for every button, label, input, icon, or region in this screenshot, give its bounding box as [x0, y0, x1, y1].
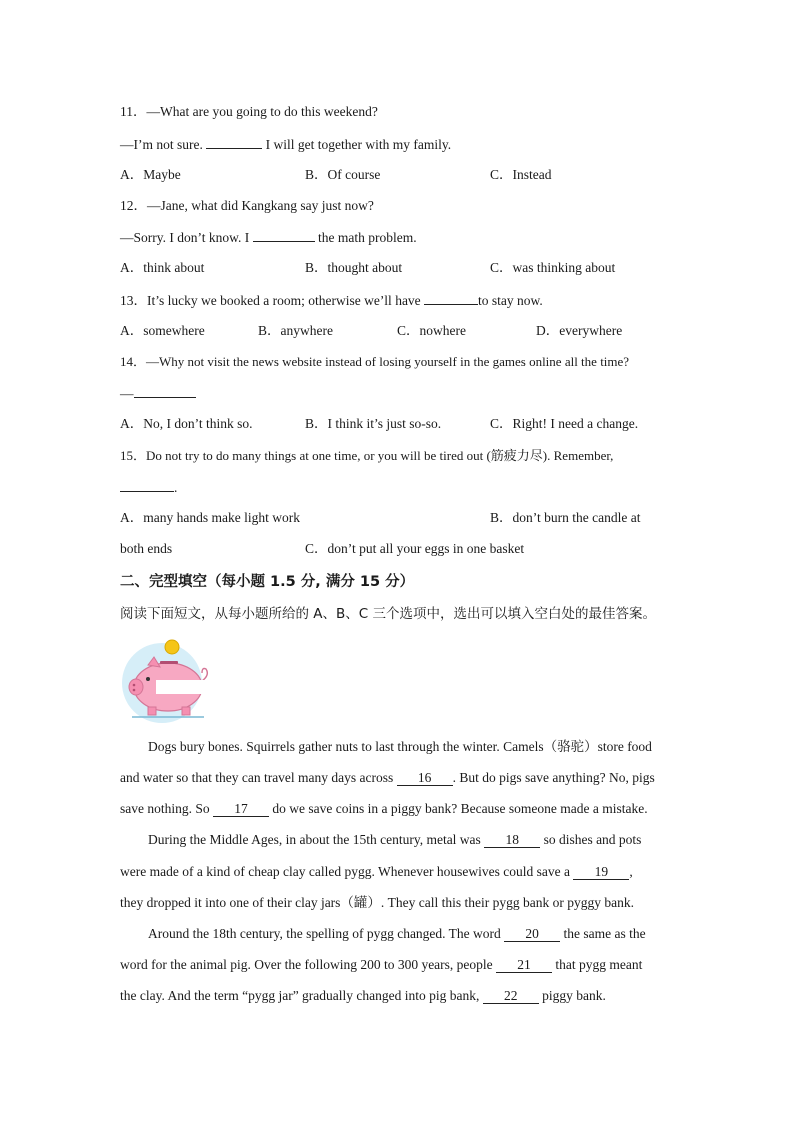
answer-blank	[424, 291, 478, 305]
q12-line2: —Sorry. I don’t know. I the math problem.	[120, 230, 417, 245]
q14-option-c[interactable]: C．Right! I need a change.	[490, 416, 639, 431]
section-heading: 二、完型填空（每小题 1.5 分, 满分 15 分）	[120, 574, 415, 590]
q12-option-a[interactable]: A．think about	[120, 260, 205, 275]
answer-blank	[206, 135, 262, 149]
answer-blank	[253, 228, 315, 242]
passage-p2-line3: they dropped it into one of their clay jars（罐）. They call this their pygg bank or pyggy bank.	[120, 895, 635, 910]
blank-17[interactable]: 17	[213, 801, 269, 817]
q11-stem: 11．—What are you going to do this weekend?	[120, 104, 378, 119]
q12-option-c[interactable]: C．was thinking about	[490, 260, 616, 275]
q11-option-a[interactable]: A．Maybe	[120, 167, 181, 182]
q15-line2: .	[120, 478, 177, 497]
q15-option-c[interactable]: C．don’t put all your eggs in one basket	[305, 541, 525, 556]
blank-20[interactable]: 20	[504, 926, 560, 942]
q13-stem: 13．It’s lucky we booked a room; otherwise we’ll have to stay now.	[120, 293, 543, 308]
q15-option-a[interactable]: A．many hands make light work	[120, 510, 300, 525]
passage-p1-line3: save nothing. So 17 do we save coins in a piggy bank? Because someone made a mistake.	[120, 801, 648, 816]
passage-p1-line2: and water so that they can travel many days across 16 . But do pigs save anything? No, pigs	[120, 770, 655, 785]
piggy-bank-illustration	[118, 635, 214, 723]
answer-blank	[120, 478, 174, 492]
q13-option-c[interactable]: C．nowhere	[397, 323, 466, 338]
q13-option-d[interactable]: D．everywhere	[536, 323, 623, 338]
section-instruction: 阅读下面短文，从每小题所给的 A、B、C 三个选项中，选出可以填入空白处的最佳答案。	[120, 606, 657, 622]
q12-stem: 12．—Jane, what did Kangkang say just now?	[120, 198, 374, 213]
q11-option-c[interactable]: C．Instead	[490, 167, 552, 182]
q14-line2: —	[120, 384, 196, 403]
q14-option-b[interactable]: B．I think it’s just so-so.	[305, 416, 442, 431]
q13-option-a[interactable]: A．somewhere	[120, 323, 205, 338]
passage-p2-line2: were made of a kind of cheap clay called pygg. Whenever housewives could save a 19 ,	[120, 864, 633, 879]
answer-blank	[134, 384, 196, 398]
q11-line2: —I’m not sure. I will get together with my family.	[120, 137, 452, 152]
passage-p3-line3: the clay. And the term “pygg jar” gradually changed into pig bank, 22 piggy bank.	[120, 988, 606, 1003]
q14-option-a[interactable]: A．No, I don’t think so.	[120, 416, 253, 431]
q15-option-b[interactable]: B．don’t burn the candle at	[490, 510, 641, 525]
passage-p3-line2: word for the animal pig. Over the following 200 to 300 years, people 21 that pygg meant	[120, 957, 643, 972]
q12-option-b[interactable]: B．thought about	[305, 260, 403, 275]
passage-p1-line1: Dogs bury bones. Squirrels gather nuts to last through the winter. Camels（骆驼）store food	[148, 739, 652, 754]
blank-21[interactable]: 21	[496, 957, 552, 973]
blank-22[interactable]: 22	[483, 988, 539, 1004]
q11-option-b[interactable]: B．Of course	[305, 167, 381, 182]
passage-p3-line1: Around the 18th century, the spelling of pygg changed. The word 20 the same as the	[148, 926, 646, 941]
q15-option-b-continued: both ends	[120, 541, 173, 556]
q15-stem: 15．Do not try to do many things at one time, or you will be tired out (筋疲力尽). Remember,	[120, 448, 614, 463]
q13-option-b[interactable]: B．anywhere	[258, 323, 333, 338]
q14-stem: 14．—Why not visit the news website instead of losing yourself in the games online all the time?	[120, 354, 630, 369]
blank-16[interactable]: 16	[397, 770, 453, 786]
blank-19[interactable]: 19	[573, 864, 629, 880]
passage-p2-line1: During the Middle Ages, in about the 15th century, metal was 18 so dishes and pots	[148, 832, 642, 847]
blank-18[interactable]: 18	[484, 832, 540, 848]
